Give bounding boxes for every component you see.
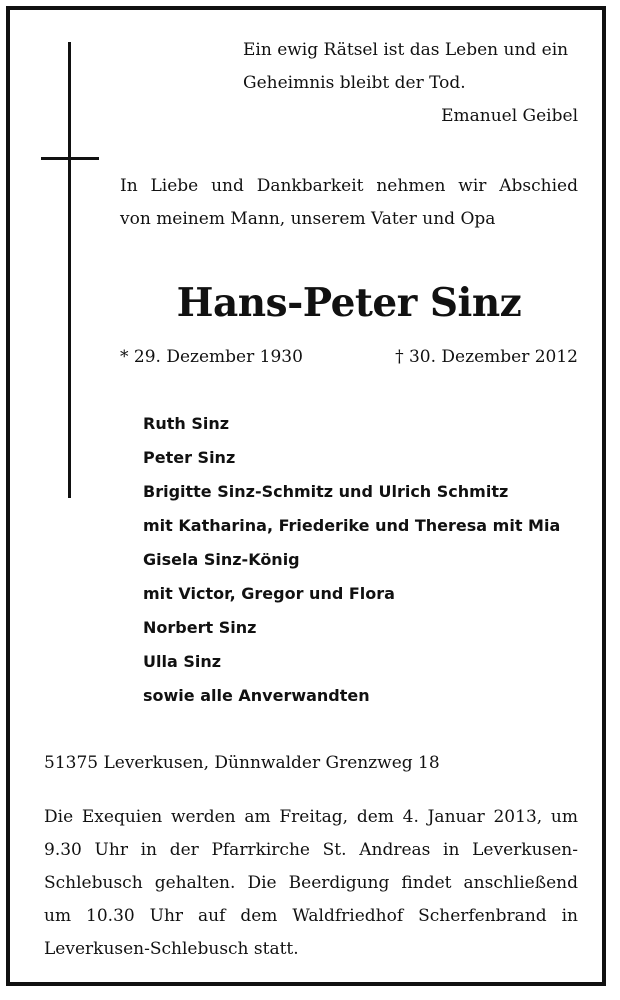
- funeral-line-2: 9.30 Uhr in der Pfarrkirche St. Andreas in Leverkusen-: [44, 840, 578, 860]
- mourners-list: [143, 407, 583, 713]
- birth-date: * 29. Dezember 1930: [120, 347, 303, 367]
- funeral-line-1: Die Exequien werden am Freitag, dem 4. Januar 2013, um: [44, 807, 578, 827]
- mourner-item: mit Katharina, Friederike und Theresa mit Mia: [143, 516, 561, 535]
- intro-line-2: von meinem Mann, unserem Vater und Opa: [120, 209, 496, 229]
- mourner-item: Ruth Sinz: [143, 414, 230, 433]
- life-dates: [120, 342, 578, 372]
- funeral-line-3: Schlebusch gehalten. Die Beerdigung findet anschließend: [44, 873, 578, 893]
- mourner-item: mit Victor, Gregor und Flora: [143, 584, 395, 603]
- mourner-item: Norbert Sinz: [143, 618, 257, 637]
- deceased-name: Hans-Peter Sinz: [176, 280, 522, 326]
- cross-vertical-bar: [68, 42, 71, 498]
- cross-horizontal-bar: [41, 157, 99, 160]
- mourner-item: Brigitte Sinz-Schmitz und Ulrich Schmitz: [143, 482, 509, 501]
- family-address: 51375 Leverkusen, Dünnwalder Grenzweg 18: [44, 753, 440, 773]
- quote-line-2: Geheimnis bleibt der Tod.: [243, 73, 466, 93]
- funeral-line-5: Leverkusen-Schlebusch statt.: [44, 939, 299, 959]
- death-date: † 30. Dezember 2012: [395, 347, 578, 367]
- mourner-item: Peter Sinz: [143, 448, 236, 467]
- intro-text: [120, 170, 578, 236]
- quote-line-1: Ein ewig Rätsel ist das Leben und ein: [243, 40, 569, 60]
- quote-block: [243, 34, 578, 133]
- intro-line-1: In Liebe und Dankbarkeit nehmen wir Abschied: [120, 176, 578, 196]
- mourner-item: Gisela Sinz-König: [143, 550, 300, 569]
- funeral-details: [44, 801, 578, 966]
- funeral-line-4: um 10.30 Uhr auf dem Waldfriedhof Scherfenbrand in: [44, 906, 578, 926]
- quote-author: Emanuel Geibel: [441, 106, 578, 126]
- mourner-item: sowie alle Anverwandten: [143, 686, 370, 705]
- mourner-item: Ulla Sinz: [143, 652, 222, 671]
